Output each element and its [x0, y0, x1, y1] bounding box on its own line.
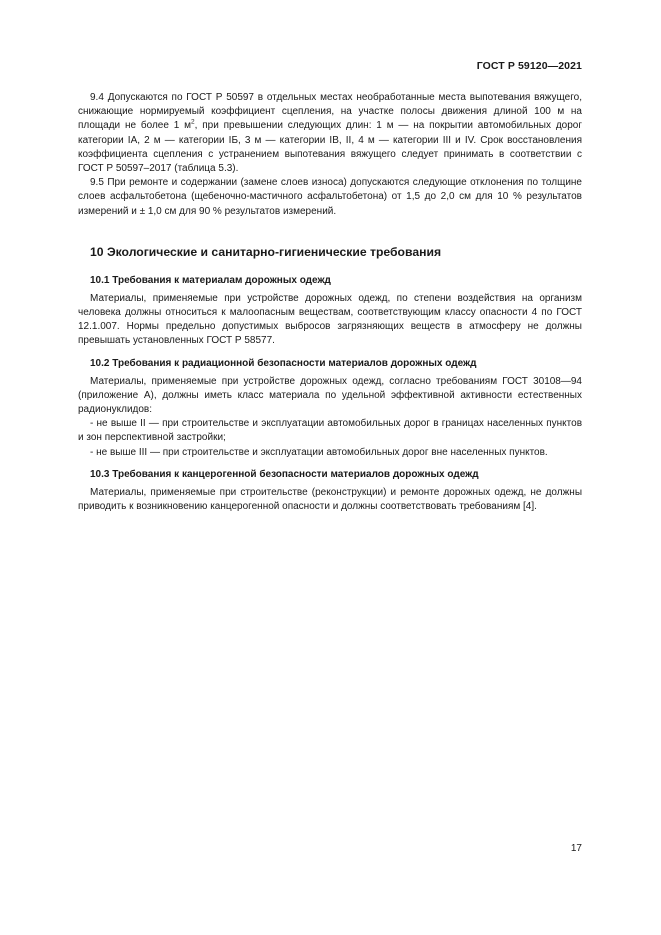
subsection-10-3-text: Материалы, применяемые при строительстве (реконструкции) и ремонте дорожных одежд, не должны приводить к возникновению канцерогенной опасности и должны соответствовать требованиям [4].	[78, 486, 582, 513]
subsection-10-1-title: 10.1 Требования к материалам дорожных одежд	[90, 274, 331, 286]
list-item: - не выше II — при строительстве и эксплуатации автомобильных дорог в границах населенных пунктов и зон перспективной застройки;	[78, 418, 582, 444]
page-number: 17	[570, 843, 582, 854]
paragraph-9-4	[78, 91, 582, 176]
section-10-title: 10 Экологические и санитарно-гигиенические требования	[90, 244, 442, 259]
subsection-10-3-title: 10.3 Требования к канцерогенной безопасности материалов дорожных одежд	[90, 468, 479, 480]
document-body	[78, 91, 582, 514]
list-item: - не выше III — при строительстве и эксплуатации автомобильных дорог вне населенных пунктов.	[90, 446, 548, 458]
subsection-10-1-text: Материалы, применяемые при устройстве дорожных одежд, по степени воздействия на организм человека должны относиться к малоопасным веществам, соответствующим классу опасности 4 по ГОСТ 12.1.007. Нормы предельно допустимых выбросов загрязняющих веществ в атмосферу не должны превышать установленных ГОСТ Р 58577.	[78, 292, 582, 347]
paragraph-9-4-part-b: , при превышении следующих длин: 1 м — на покрытии автомобильных дорог категории IA, 2 м — категории IБ, 3 м — категории IB, II, 4 м — категории III и IV. Срок восстановления коэффициента сцепления с устранением выпотевания вяжущего следует принимать в соответствии с ГОСТ Р 50597–2017 (таблица 5.3).	[78, 120, 582, 175]
paragraph-9-4-part-a: 9.4 Допускаются по ГОСТ Р 50597 в отдельных местах необработанные места выпотевания вяжущего, снижающие нормируемый коэффициент сцепления, на участке полосы движения длиной 100 м на площади не более 1 м	[78, 92, 582, 132]
subsection-10-2-title: 10.2 Требования к радиационной безопасности материалов дорожных одежд	[90, 357, 477, 369]
subsection-10-2-text: Материалы, применяемые при устройстве дорожных одежд, согласно требованиям ГОСТ 30108—94 (приложение А), должны иметь класс материала по удельной эффективной активности естественных радионуклидов:	[78, 375, 582, 416]
superscript-2: 2	[191, 119, 195, 127]
paragraph-9-5: 9.5 При ремонте и содержании (замене слоев износа) допускаются следующие отклонения по толщине слоев асфальтобетона (щебеночно-мастичного асфальтобетона) от 1,5 до 2,0 см для 10 % результатов измерений и ± 1,0 см для 90 % результатов измерений.	[78, 177, 582, 217]
document-code: ГОСТ Р 59120—2021	[476, 60, 582, 72]
